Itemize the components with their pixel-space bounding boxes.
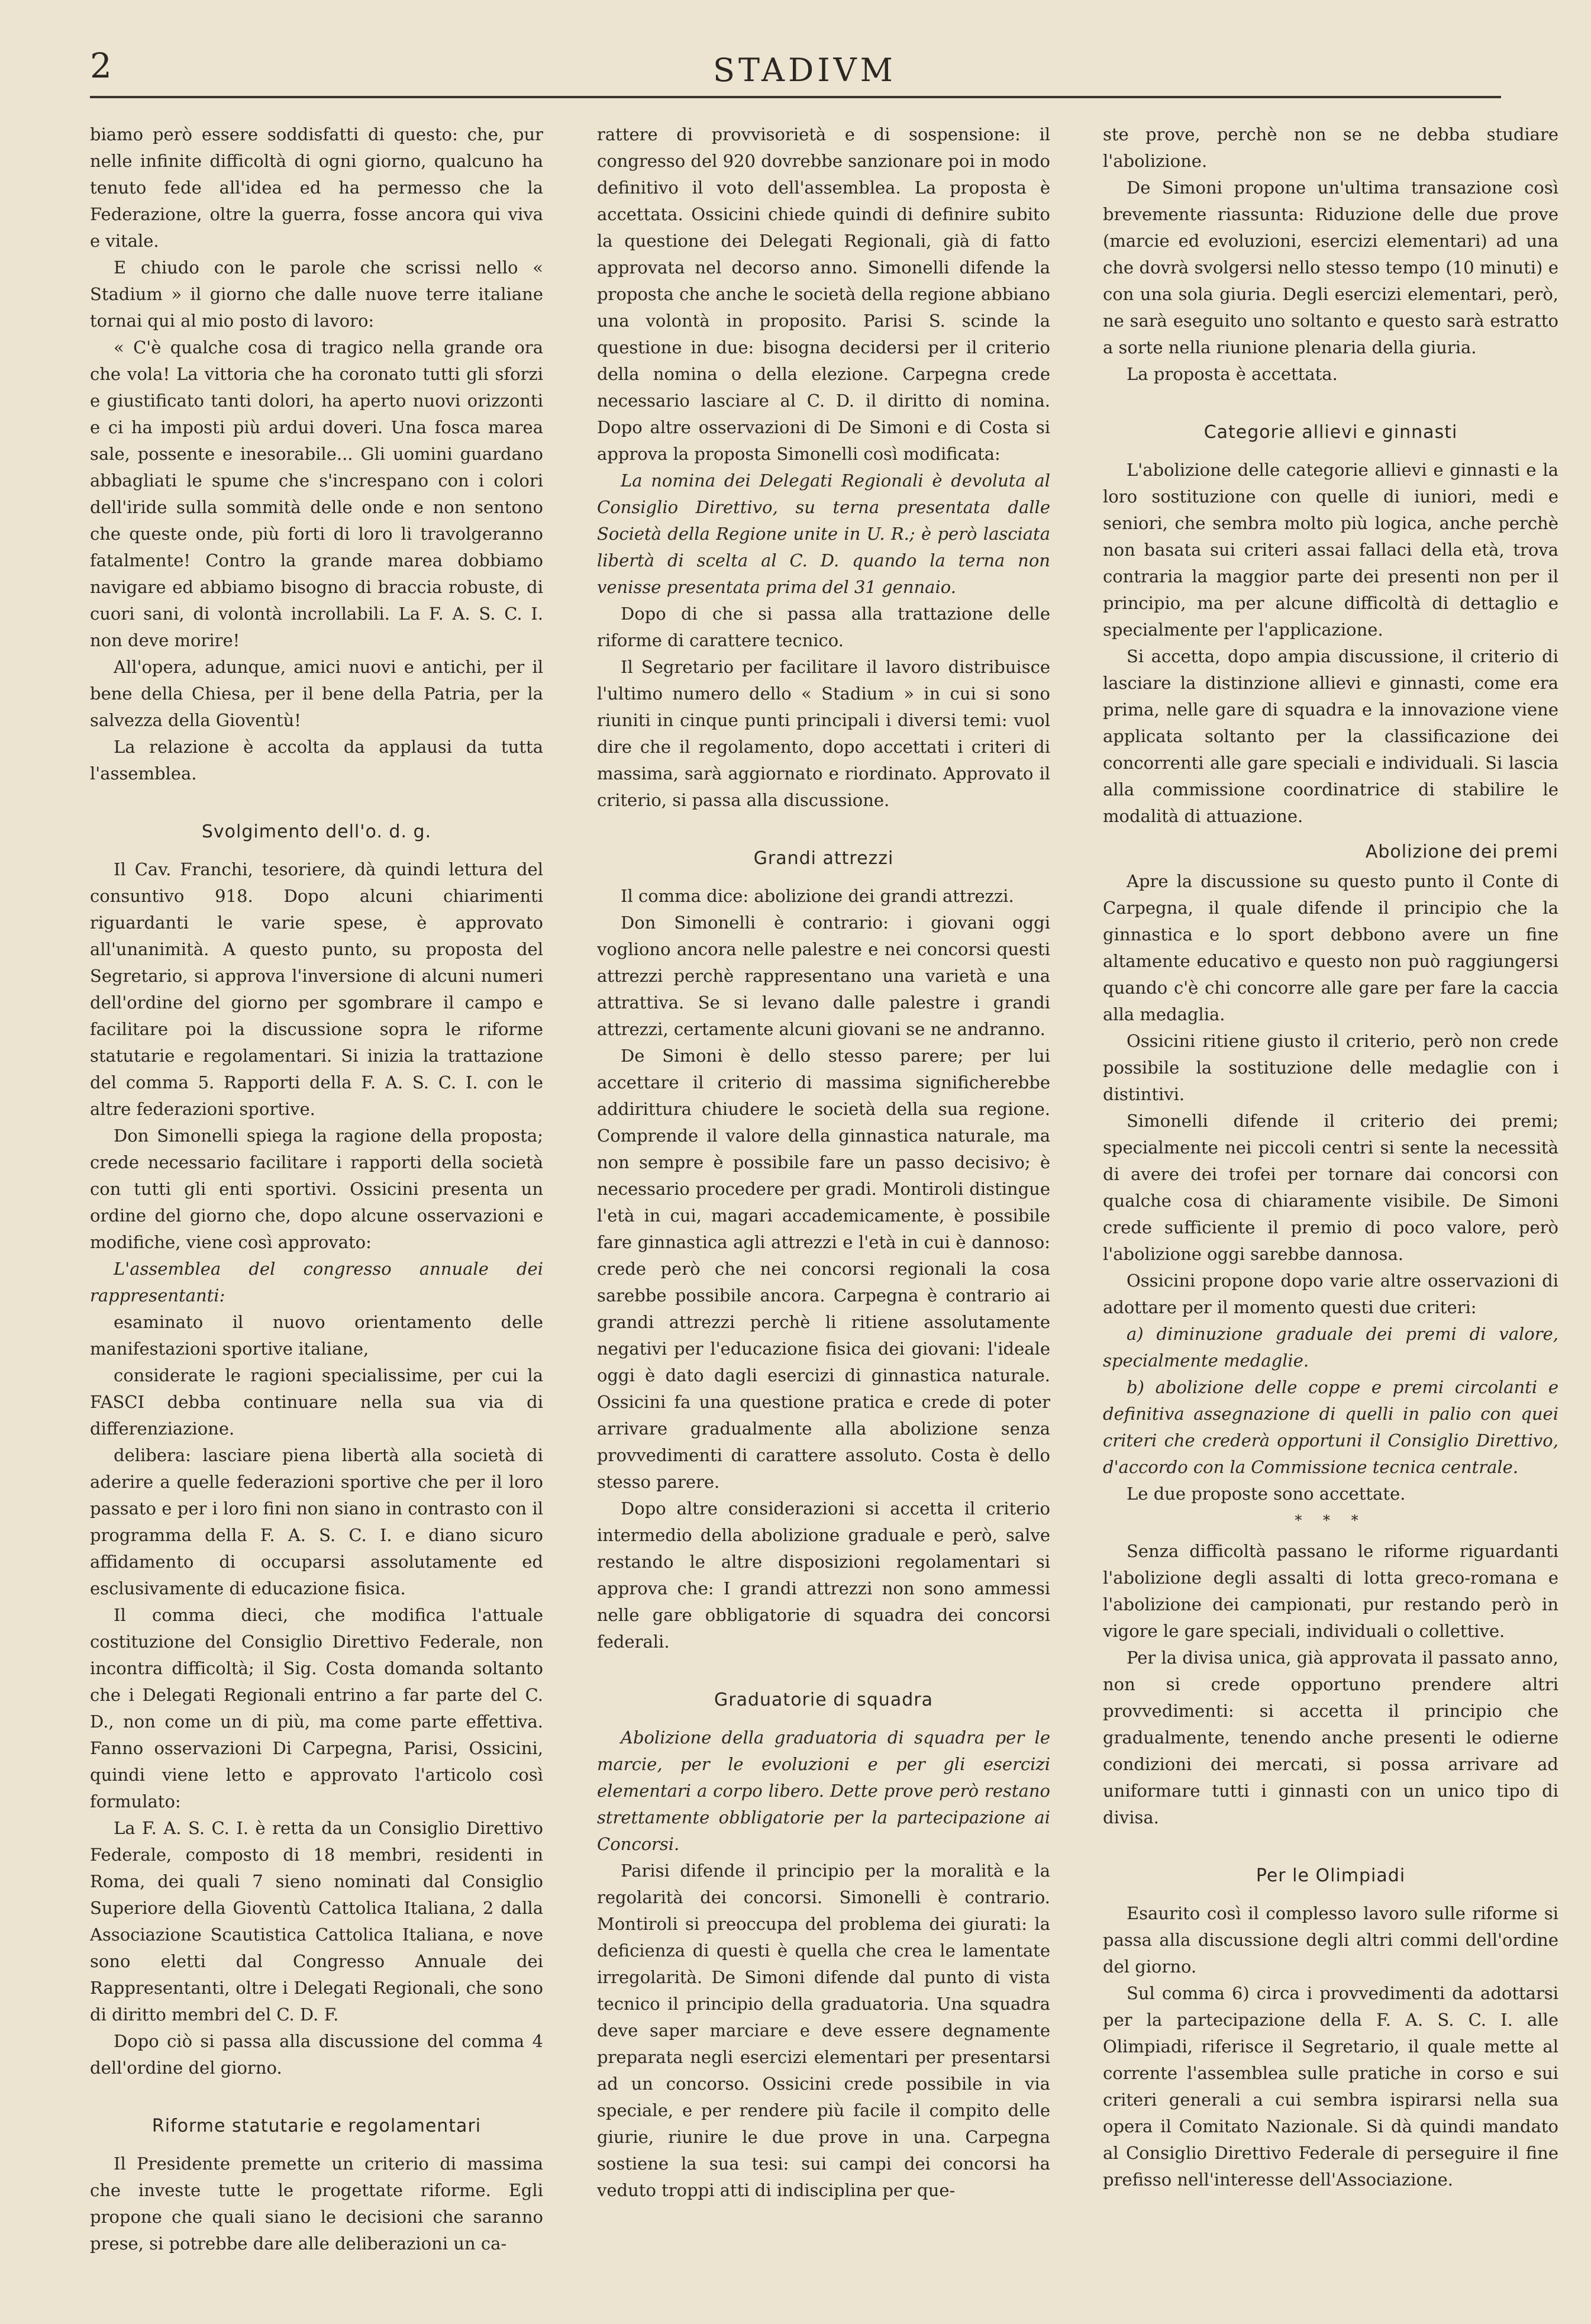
running-title: STADIVM: [713, 51, 896, 89]
section-separator: * * *: [1295, 1512, 1367, 1529]
paragraph: Il Presidente premette un criterio di massima che investe tutte le progettate riforme. Egli propone che quali siano le decisioni che saranno prese, si potrebbe dare alle deliberazioni un ca-: [90, 2154, 543, 2254]
resolution-text: a) diminuzione graduale dei premi di valore, specialmente medaglie.: [1103, 1324, 1558, 1371]
paragraph: Senza difficoltà passano le riforme riguardanti l'abolizione degli assalti di lotta greco-romana e l'abolizione dei campionati, pur restando però in vigore le gare speciali, individuali o collettive.: [1103, 1541, 1558, 1641]
paragraph: La proposta è accettata.: [1127, 364, 1338, 384]
paragraph: Esaurito così il complesso lavoro sulle riforme si passa alla discussione degli altri commi dell'ordine del giorno.: [1103, 1903, 1558, 1977]
paragraph: Apre la discussione su questo punto il Conte di Carpegna, il quale difende il principio che la ginnastica e lo sport debbono avere un fine altamente educativo e questo non può raggiungersi quando c'è chi concorre alle gare per fare la caccia alla medaglia.: [1103, 871, 1558, 1024]
paragraph: Don Simonelli spiega la ragione della proposta; crede necessario facilitare i rapporti della società con tutti gli enti sportivi. Ossicini presenta un ordine del giorno che, dopo alcune osservazioni e modifiche, viene così approvato:: [90, 1126, 543, 1252]
resolution-text: delibera: lasciare piena libertà alla società di aderire a quelle federazioni sportive che per il loro passato e per i loro fini non siano in contrasto con il programma della F. A. S. C. I. e diano sicuro affidamento di occuparsi assolutamente ed esclusivamente di educazione fisica.: [90, 1445, 543, 1598]
paragraph: biamo però essere soddisfatti di questo: che, pur nelle infinite difficoltà di ogni giorno, qualcuno ha tenuto fede all'idea ed ha permesso che la Federazione, oltre la guerra, fosse ancora qui viva e vitale.: [90, 124, 543, 251]
page-header: [0, 0, 1591, 101]
resolution-text: Abolizione della graduatoria di squadra per le marcie, per le evoluzioni e per gli esercizi elementari a corpo libero. Dette prove però restano strettamente obbligatorie per la partecipazione ai Concorsi.: [597, 1727, 1050, 1854]
section-heading: Grandi attrezzi: [753, 848, 894, 869]
section-heading: Per le Olimpiadi: [1256, 1865, 1406, 1886]
paragraph: Sul comma 6) circa i provvedimenti da adottarsi per la partecipazione della F. A. S. C. I. alle Olimpiadi, riferisce il Segretario, il quale mette al corrente l'assemblea sulle pratiche in corso e sui criteri generali a cui sembra ispirarsi nella sua opera il Comitato Nazionale. Si dà quindi mandato al Consiglio Direttivo Federale di perseguire il fine prefisso nell'interesse dell'Associazione.: [1103, 1983, 1558, 2190]
paragraph: Ossicini propone dopo varie altre osservazioni di adottare per il momento questi due criteri:: [1103, 1271, 1558, 1317]
paragraph: Simonelli difende il criterio dei premi; specialmente nei piccoli centri si sente la necessità di avere dei trofei per tornare dai concorsi con qualche cosa di chiaramente visibile. De Simoni crede sufficiente il premio di poco valore, però l'abolizione oggi sarebbe dannosa.: [1103, 1111, 1558, 1264]
paragraph: Parisi difende il principio per la moralità e la regolarità dei concorsi. Simonelli è contrario. Montiroli si preoccupa del problema dei giurati: la deficienza di questi è quella che crea le lamentate irregolarità. De Simoni difende dal punto di vista tecnico il principio della graduatoria. Una squadra deve saper marciare e deve essere degnamente preparata negli esercizi elementari per presentarsi ad un concorso. Ossicini crede possibile in via speciale, e per rendere più facile il compito delle giurie, riunire le due prove in una. Carpegna sostiene la sua tesi: sui campi dei concorsi ha veduto troppi atti di indisciplina per que-: [597, 1861, 1050, 2200]
paragraph: De Simoni propone un'ultima transazione così brevemente riassunta: Riduzione delle due prove (marcie ed evoluzioni, esercizi elementari) ad una che dovrà svolgersi nello stesso tempo (10 minuti) e con una sola giuria. Degli esercizi elementari, però, ne sarà eseguito uno soltanto e questo sarà estratto a sorte nella riunione plenaria della giuria.: [1103, 178, 1558, 357]
paragraph: Il comma dieci, che modifica l'attuale costituzione del Consiglio Direttivo Federale, non incontra difficoltà; il Sig. Costa domanda soltanto che i Delegati Regionali entrino a far parte del C. D., non come un di più, ma come parte effettiva. Fanno osservazioni Di Carpegna, Parisi, Ossicini, quindi viene letto e approvato l'articolo così formulato:: [90, 1605, 543, 1812]
paragraph: L'abolizione delle categorie allievi e ginnasti e la loro sostituzione con quelle di iuniori, medi e seniori, che sembra molto più logica, anche perchè non basata sui criteri assai fallaci della età, trova contraria la maggior parte dei presenti non per il principio, ma per alcune difficoltà di dettaglio e specialmente per l'applicazione.: [1103, 460, 1558, 640]
paragraph: Il Cav. Franchi, tesoriere, dà quindi lettura del consuntivo 918. Dopo alcuni chiarimenti riguardanti le varie spese, è approvato all'unanimità. A questo punto, su proposta del Segretario, si approva l'inversione di alcuni numeri dell'ordine del giorno per sgombrare il campo e facilitare poi la discussione sopra le riforme statutarie e regolamentari. Si inizia la trattazione del comma 5. Rapporti della F. A. S. C. I. con le altre federazioni sportive.: [90, 859, 543, 1119]
resolution-text: esaminato il nuovo orientamento delle manifestazioni sportive italiane,: [90, 1312, 543, 1359]
paragraph: Il Segretario per facilitare il lavoro distribuisce l'ultimo numero dello « Stadium » in cui si sono riuniti in cinque punti principali i diversi temi: vuol dire che il regolamento, dopo accettati i criteri di massima, sarà aggiornato e riordinato. Approvato il criterio, si passa alla discussione.: [597, 657, 1050, 810]
resolution-text: L'assemblea del congresso annuale dei rappresentanti:: [90, 1259, 543, 1306]
paragraph: Dopo altre considerazioni si accetta il criterio intermedio della abolizione graduale e però, salve restando le altre disposizioni regolamentari si approva che: I grandi attrezzi non sono ammessi nelle gare obbligatorie di squadra dei concorsi federali.: [597, 1498, 1050, 1652]
paragraph: E chiudo con le parole che scrissi nello « Stadium » il giorno che dalle nuove terre italiane tornai qui al mio posto di lavoro:: [90, 257, 543, 331]
paragraph: Don Simonelli è contrario: i giovani oggi vogliono ancora nelle palestre e nei concorsi questi attrezzi perchè rappresentano una varietà e una attrattiva. Se si levano dalle palestre i grandi attrezzi, certamente alcuni giovani se ne andranno.: [597, 913, 1050, 1039]
paragraph: Ossicini ritiene giusto il criterio, però non crede possibile la sostituzione delle medaglie con i distintivi.: [1103, 1031, 1558, 1104]
paragraph: Le due proposte sono accettate.: [1127, 1484, 1406, 1504]
section-heading: Riforme statutarie e regolamentari: [151, 2116, 482, 2136]
section-heading: Categorie allievi e ginnasti: [1203, 422, 1458, 443]
article-text: La F. A. S. C. I. è retta da un Consiglio Direttivo Federale, composto di 18 membri, residenti in Roma, dei quali 7 sieno nominati dal Consiglio Superiore della Gioventù Cattolica Italiana, 2 dalla Associazione Scautistica Cattolica Italiana, e nove sono eletti dal Congresso Annuale dei Rappresentanti, oltre i Delegati Regionali, che sono di diritto membri del C. D. F.: [90, 1818, 543, 2025]
paragraph: De Simoni è dello stesso parere; per lui accettare il criterio di massima significherebbe addirittura chiudere le società della sua regione. Comprende il valore della ginnastica naturale, ma non sempre è possibile fare un passo decisivo; è necessario procedere per gradi. Montiroli distingue l'età in cui, magari accademicamente, è possibile fare ginnastica agli attrezzi e l'età in cui è dannoso: crede però che nei concorsi regionali la cosa sarebbe possibile ancora. Carpegna è contrario ai grandi attrezzi perchè li ritiene assolutamente negativi per l'educazione fisica dei giovani: l'ideale oggi è dato dagli esercizi di ginnastica naturale. Ossicini fa una questione pratica e crede di poter arrivare gradualmente alla abolizione senza provvedimenti di carattere assoluto. Costa è dello stesso parere.: [597, 1046, 1050, 1492]
column-2: [597, 121, 1050, 2299]
paragraph: Dopo ciò si passa alla discussione del comma 4 dell'ordine del giorno.: [90, 2031, 543, 2078]
section-heading: Graduatorie di squadra: [714, 1690, 933, 1710]
resolution-text: b) abolizione delle coppe e premi circolanti e definitiva assegnazione di quelli in palio con quei criteri che crederà opportuni il Consiglio Direttivo, d'accordo con la Commissione tecnica centrale.: [1103, 1377, 1558, 1477]
paragraph: ste prove, perchè non se ne debba studiare l'abolizione.: [1103, 124, 1558, 171]
paragraph: Si accetta, dopo ampia discussione, il criterio di lasciare la distinzione allievi e ginnasti, come era prima, nelle gare di squadra e la innovazione viene applicata soltanto per la classificazione dei concorrenti alle gare speciali e individuali. Si lascia alla commissione coordinatrice di stabilire le modalità di attuazione.: [1103, 646, 1558, 826]
paragraph: Il comma dice: abolizione dei grandi attrezzi.: [621, 886, 1014, 906]
paragraph: Dopo di che si passa alla trattazione delle riforme di carattere tecnico.: [597, 604, 1050, 650]
quotation: « C'è qualche cosa di tragico nella grande ora che vola! La vittoria che ha coronato tutti gli sforzi e giustificato tanti dolori, ha aperto nuovi orizzonti e ci ha imposti più ardui doveri. Una fosca marea sale, possente e inesorabile... Gli uomini guardano abbagliati le spume che s'increspano con i colori dell'iride sulla sommità delle onde e non sentono che queste onde, più forti di loro li travolgeranno fatalmente! Contro la grande marea dobbiamo navigare ed abbiamo bisogno di braccia robuste, di cuori sani, di volontà incrollabili. La F. A. S. C. I. non deve morire!: [90, 337, 543, 650]
section-heading: Svolgimento dell'o. d. g.: [201, 821, 432, 842]
section-heading: Abolizione dei premi: [1365, 842, 1558, 862]
page-number: 2: [90, 46, 112, 86]
paragraph: All'opera, adunque, amici nuovi e antichi, per il bene della Chiesa, per il bene della Patria, per la salvezza della Gioventù!: [90, 657, 543, 730]
article-columns: [90, 121, 1558, 2299]
resolution-text: La nomina dei Delegati Regionali è devoluta al Consiglio Direttivo, su terna presentata dalle Società della Regione unite in U. R.; è però lasciata libertà di scelta al C. D. quando la terna non venisse presentata prima del 31 gennaio.: [597, 470, 1050, 597]
column-1: [90, 121, 543, 2299]
paragraph: rattere di provvisorietà e di sospensione: il congresso del 920 dovrebbe sanzionare poi in modo definitivo il voto dell'assemblea. La proposta è accettata. Ossicini chiede quindi di definire subito la questione dei Delegati Regionali, già di fatto approvata nel decorso anno. Simonelli difende la proposta che anche le società della regione abbiano una volontà in proposito. Parisi S. scinde la questione in due: bisogna decidersi per il criterio della nomina o della elezione. Carpegna crede necessario lasciare al C. D. il diritto di nomina. Dopo altre osservazioni di De Simoni e di Costa si approva la proposta Simonelli così modificata:: [597, 124, 1050, 464]
header-rule: [90, 96, 1501, 98]
resolution-text: considerate le ragioni specialissime, per cui la FASCI debba continuare nella sua via di differenziazione.: [90, 1365, 543, 1439]
paragraph: Per la divisa unica, già approvata il passato anno, non si crede opportuno prendere altri provvedimenti: si accetta il principio che gradualmente, tenendo anche presenti le odierne condizioni dei mercati, si possa arrivare ad uniformare tutti i ginnasti con un unico tipo di divisa.: [1103, 1648, 1558, 1827]
paragraph: La relazione è accolta da applausi da tutta l'assemblea.: [90, 737, 543, 784]
column-3: [1103, 121, 1558, 2299]
